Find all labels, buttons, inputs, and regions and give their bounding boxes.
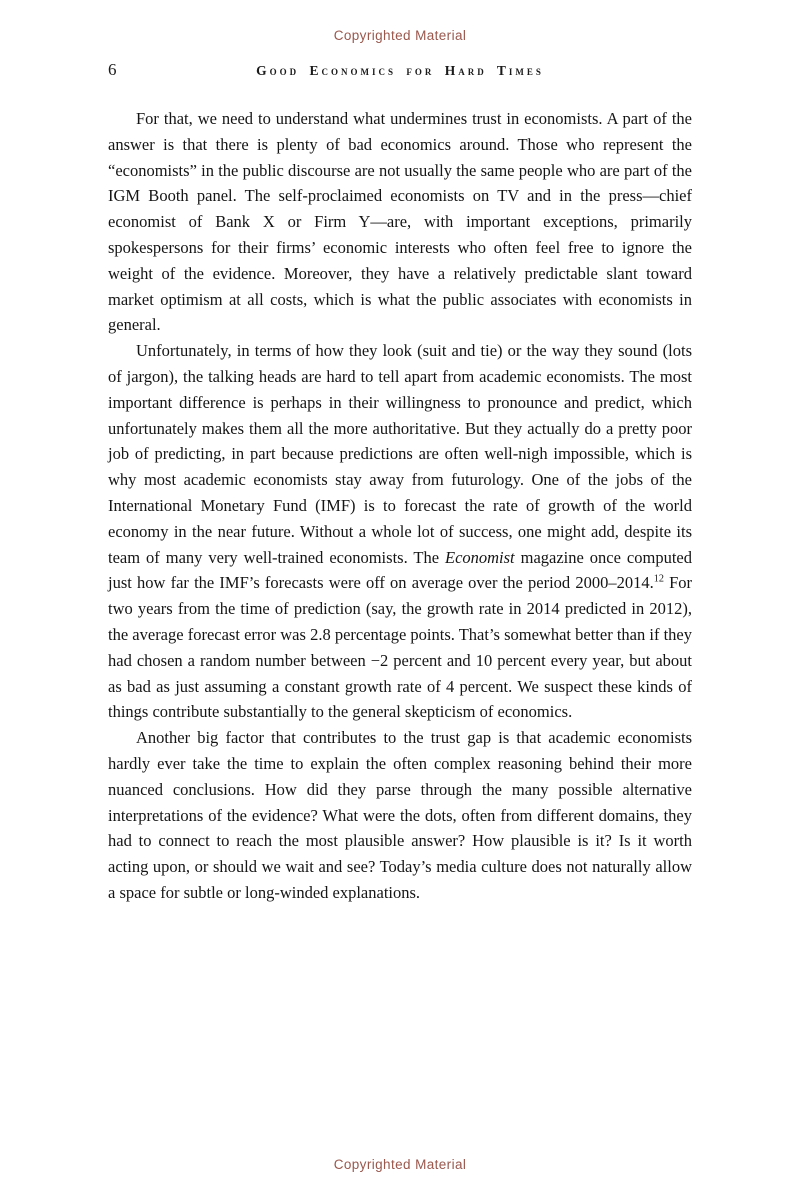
- footnote-reference: 12: [653, 573, 664, 585]
- copyright-notice-bottom: Copyrighted Material: [333, 1157, 467, 1172]
- copyright-notice-top: Copyrighted Material: [333, 28, 467, 43]
- paragraph: Another big factor that contributes to the trust gap is that academic economists hardly ever take the time to explain the often complex reasoning behind their more nuanced conclusions. How did they parse through the many possible alternative interpretations of the evidence? What were the dots, often from different domains, they had to connect to reach the most plausible answer? How plausible is it? Is it worth acting upon, or should we wait and see? Today’s media culture does not naturally allow a space for subtle or long-winded explanations.: [108, 728, 692, 902]
- running-head: Good Economics for Hard Times: [256, 63, 544, 78]
- paragraph: Unfortunately, in terms of how they look (suit and tie) or the way they sound (lots of jargon), the talking heads are hard to tell apart from academic economists. The most important difference is perhaps in their willingness to pronounce and predict, which unfortunately makes them all the more authoritative. But they actually do a pretty poor job of predicting, in part because predictions are often well-nigh impossible, which is why most academic economists stay away from futurology. One of the jobs of the International Monetary Fund (IMF) is to forecast the rate of growth of the world economy in the near future. Without a whole lot of success, one might add, despite its team of many very well-trained economists. The Economist magazine once computed just how far the IMF’s forecasts were off on average over the period 2000–2014.12 For two years from the time of prediction (say, the growth rate in 2014 predicted in 2012), the average forecast error was 2.8 percentage points. That’s somewhat better than if they had chosen a random number between −2 percent and 10 percent every year, but about as bad as just assuming a constant growth rate of 4 percent. We suspect these kinds of things contribute substantially to the general skepticism of economics.: [108, 341, 693, 722]
- body-text: [108, 106, 692, 906]
- page-header: [108, 62, 692, 80]
- paragraph: For that, we need to understand what undermines trust in economists. A part of the answer is that there is plenty of bad economics around. Those who represent the “economists” in the public discourse are not usually the same people who are part of the IGM Booth panel. The self-proclaimed economists on TV and in the press—chief economist of Bank X or Firm Y—are, with important exceptions, primarily spokespersons for their firms’ economic interests who often feel free to ignore the weight of the evidence. Moreover, they have a relatively predictable slant toward market optimism at all costs, which is what the public associates with economists in general.: [108, 109, 692, 335]
- page-number: 6: [108, 60, 117, 79]
